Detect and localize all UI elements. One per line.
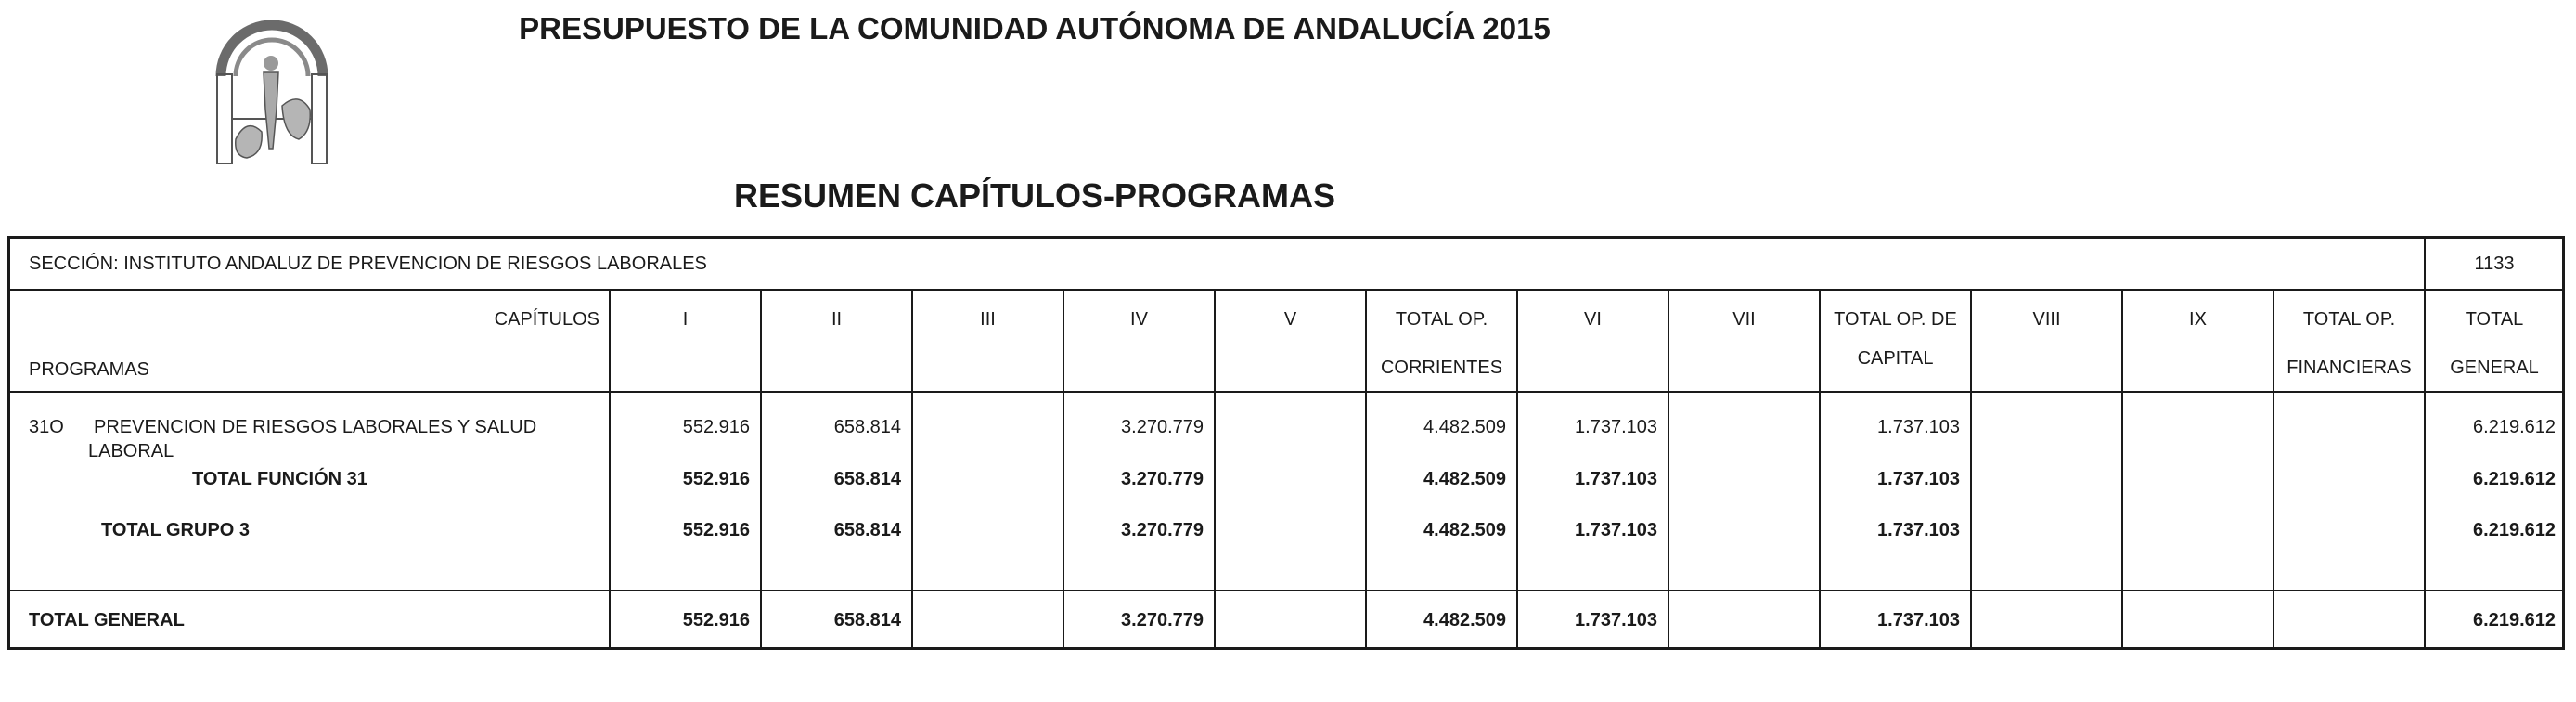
header-total-general-2: GENERAL <box>2450 358 2539 378</box>
row-divider <box>10 590 2562 592</box>
total-grupo-value-i: 552.916 <box>682 520 750 540</box>
column-divider <box>1668 289 1669 647</box>
section-code: 1133 <box>2474 254 2515 274</box>
header-col-viii: VIII <box>2032 309 2061 330</box>
total-general-value-vi: 1.737.103 <box>1575 610 1657 630</box>
page-subtitle: RESUMEN CAPÍTULOS-PROGRAMAS <box>733 176 1336 214</box>
program-value-ii: 658.814 <box>833 417 901 437</box>
header-col-vi: VI <box>1584 309 1602 330</box>
total-funcion-value-ii: 658.814 <box>833 469 901 489</box>
column-divider <box>760 289 762 647</box>
total-general-value-ii: 658.814 <box>833 610 901 630</box>
header-total-op-capital-1: TOTAL OP. DE <box>1834 309 1957 330</box>
column-divider <box>1819 289 1821 647</box>
column-divider <box>1970 289 1972 647</box>
header-total-op-corrientes-1: TOTAL OP. <box>1395 309 1488 330</box>
total-general-value-total-general: 6.219.612 <box>2473 610 2556 630</box>
column-divider <box>609 289 611 647</box>
header-col-i: I <box>682 309 689 330</box>
header-total-op-financieras-1: TOTAL OP. <box>2302 309 2396 330</box>
column-divider <box>2273 289 2274 647</box>
header-col-ii: II <box>831 309 843 330</box>
total-funcion-label: TOTAL FUNCIÓN 31 <box>192 469 367 489</box>
total-grupo-value-iv: 3.270.779 <box>1121 520 1204 540</box>
total-funcion-value-total-general: 6.219.612 <box>2473 469 2556 489</box>
row-divider <box>10 289 2562 291</box>
header-col-iv: IV <box>1130 309 1148 330</box>
total-grupo-value-total-corrientes: 4.482.509 <box>1423 520 1506 540</box>
program-value-i: 552.916 <box>682 417 750 437</box>
program-value-total-corrientes: 4.482.509 <box>1423 417 1506 437</box>
page-title: PRESUPUESTO DE LA COMUNIDAD AUTÓNOMA DE ANDALUCÍA 2015 <box>519 11 1551 46</box>
program-name-continued: LABORAL <box>88 441 174 462</box>
column-divider <box>911 289 913 647</box>
program-value-iv: 3.270.779 <box>1121 417 1204 437</box>
header-programas: PROGRAMAS <box>29 359 150 380</box>
total-funcion-value-total-corrientes: 4.482.509 <box>1423 469 1506 489</box>
header-col-v: V <box>1283 309 1297 330</box>
program-name: PREVENCION DE RIESGOS LABORALES Y SALUD <box>94 417 537 437</box>
total-grupo-value-total-general: 6.219.612 <box>2473 520 2556 540</box>
header-capitulos: CAPÍTULOS <box>494 309 599 330</box>
total-funcion-value-i: 552.916 <box>682 469 750 489</box>
header-total-general-1: TOTAL <box>2465 309 2524 330</box>
program-value-total-general: 6.219.612 <box>2473 417 2556 437</box>
header-col-ix: IX <box>2189 309 2207 330</box>
total-general-value-i: 552.916 <box>682 610 750 630</box>
column-divider <box>2121 289 2123 647</box>
column-divider <box>1063 289 1064 647</box>
total-general-value-total-corrientes: 4.482.509 <box>1423 610 1506 630</box>
header-total-op-corrientes-2: CORRIENTES <box>1380 358 1503 378</box>
total-general-value-total-capital: 1.737.103 <box>1877 610 1960 630</box>
program-code: 31O <box>29 417 64 437</box>
total-grupo-value-total-capital: 1.737.103 <box>1877 520 1960 540</box>
header-col-iii: III <box>980 309 996 330</box>
total-funcion-value-total-capital: 1.737.103 <box>1877 469 1960 489</box>
header-col-vii: VII <box>1732 309 1756 330</box>
total-funcion-value-iv: 3.270.779 <box>1121 469 1204 489</box>
program-value-total-capital: 1.737.103 <box>1877 417 1960 437</box>
column-divider <box>1516 289 1518 647</box>
total-general-label: TOTAL GENERAL <box>29 610 185 630</box>
total-grupo-value-ii: 658.814 <box>833 520 901 540</box>
program-value-vi: 1.737.103 <box>1575 417 1657 437</box>
total-general-value-iv: 3.270.779 <box>1121 610 1204 630</box>
header-total-op-capital-2: CAPITAL <box>1857 348 1934 369</box>
column-divider <box>2424 239 2426 647</box>
total-grupo-value-vi: 1.737.103 <box>1575 520 1657 540</box>
total-grupo-label: TOTAL GRUPO 3 <box>101 520 251 540</box>
column-divider <box>1365 289 1367 647</box>
row-divider <box>10 391 2562 393</box>
section-label: SECCIÓN: INSTITUTO ANDALUZ DE PREVENCION DE RIESGOS LABORALES <box>29 254 707 274</box>
budget-summary-table <box>7 236 2565 650</box>
column-divider <box>1214 289 1216 647</box>
header-total-op-financieras-2: FINANCIERAS <box>2286 358 2412 378</box>
total-funcion-value-vi: 1.737.103 <box>1575 469 1657 489</box>
